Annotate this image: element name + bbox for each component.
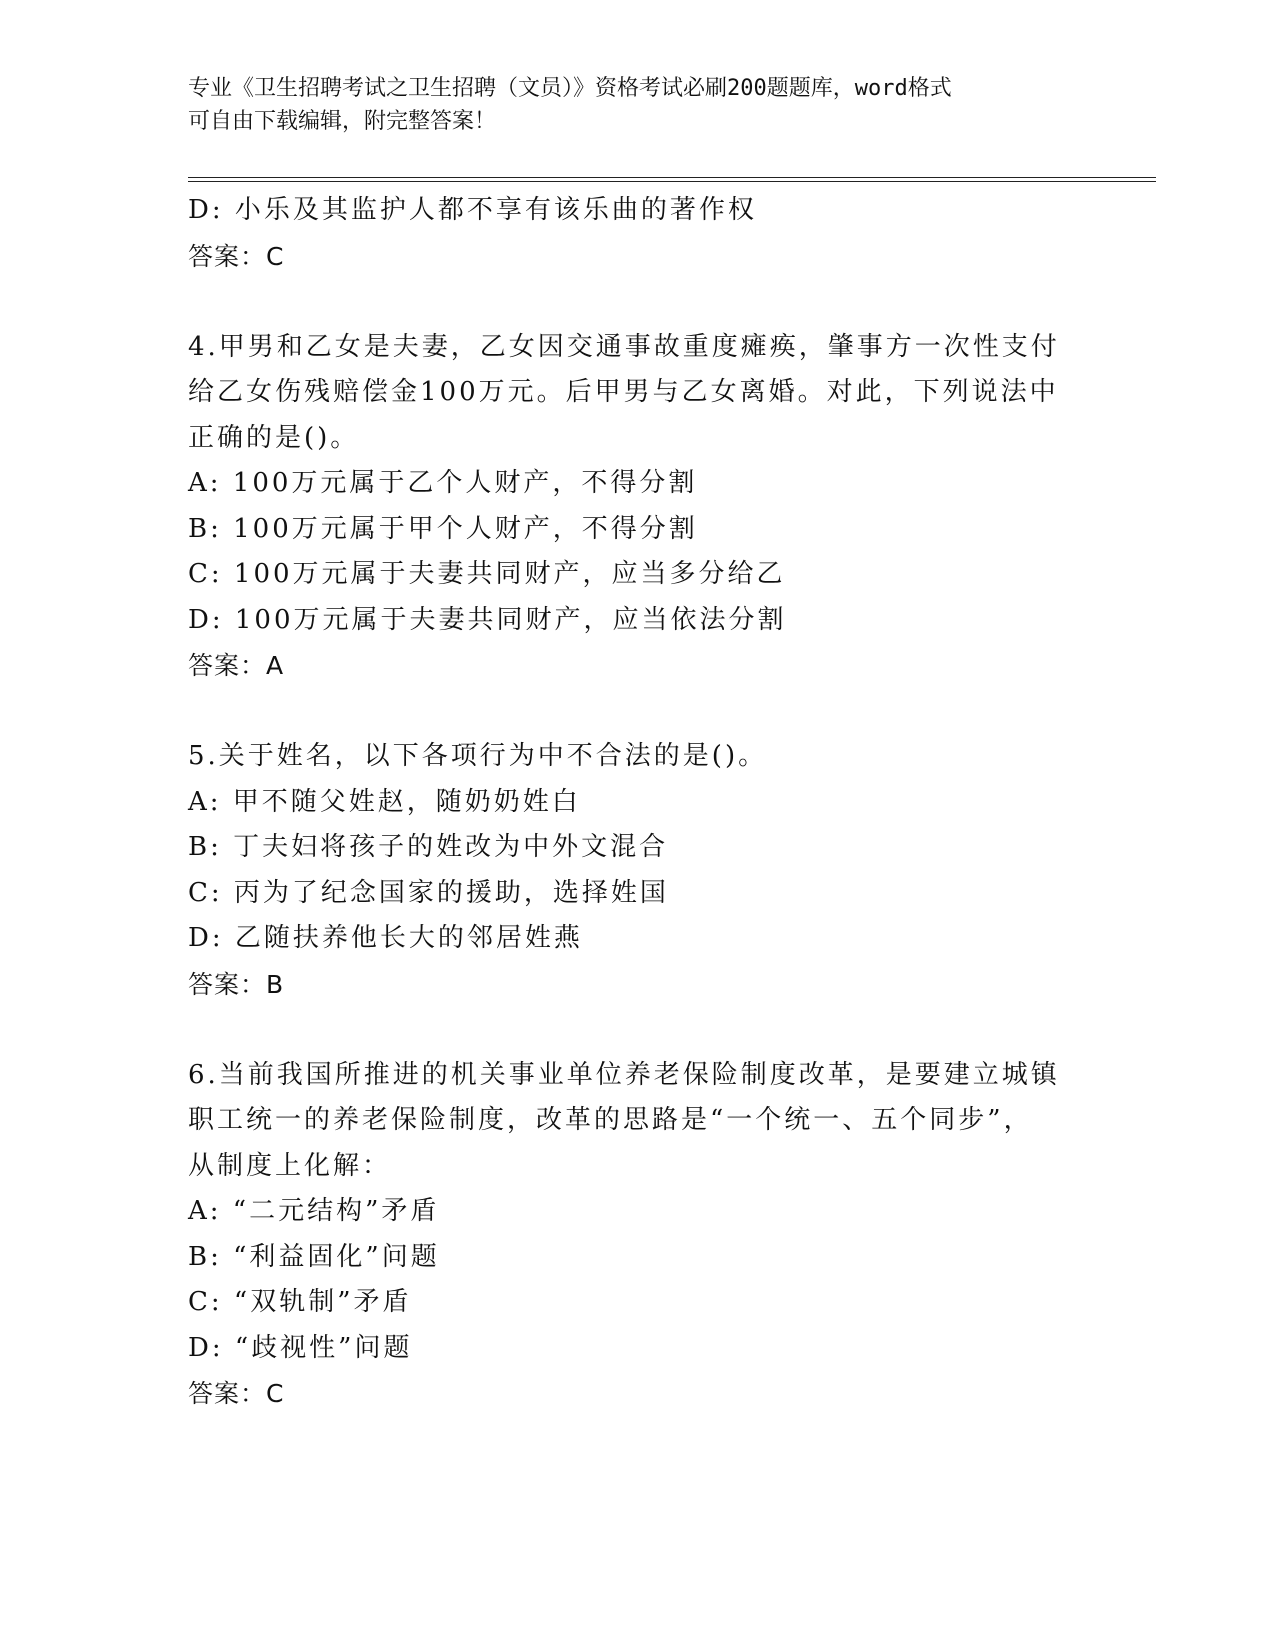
question-stem: 职工统一的养老保险制度，改革的思路是“一个统一、五个同步”， [188,1105,1033,1135]
option-c: C: 100万元属于夫妻共同财产，应当多分给乙 [188,559,786,589]
previous-question-tail [188,188,1068,279]
option-a: A: 100万元属于乙个人财产，不得分割 [188,468,698,498]
option-b: B: 丁夫妇将孩子的姓改为中外文混合 [188,832,669,862]
question-stem: 6.当前我国所推进的机关事业单位养老保险制度改革，是要建立城镇 [188,1059,1060,1090]
option-c: C: “双轨制”矛盾 [188,1287,412,1317]
option-d: D: 100万元属于夫妻共同财产，应当依法分割 [188,604,787,635]
question-stem: 给乙女伤残赔偿金100万元。后甲男与乙女离婚。对此，下列说法中 [188,377,1059,407]
spacer [188,689,1068,735]
option-d: D: “歧视性”问题 [188,1332,413,1363]
question-5 [188,734,1068,1007]
page-header [188,72,1088,138]
answer: 答案：C [188,241,285,271]
option-c: C: 丙为了纪念国家的援助，选择姓国 [188,877,669,908]
spacer [188,1007,1068,1053]
header-line-1: 专业《卫生招聘考试之卫生招聘（文员）》资格考试必刷200题题库，word格式 [188,76,952,101]
question-4 [188,325,1068,689]
question-stem: 4.甲男和乙女是夫妻，乙女因交通事故重度瘫痪，肇事方一次性支付 [188,331,1060,362]
header-line-2: 可自由下载编辑，附完整答案！ [188,109,497,134]
option-a: A: “二元结构”矛盾 [188,1196,440,1226]
answer: 答案：C [188,1379,285,1408]
answer: 答案：A [188,651,285,680]
option-a: A: 甲不随父姓赵，随奶奶姓白 [188,786,581,817]
question-stem: 正确的是()。 [188,422,360,453]
question-stem: 从制度上化解： [188,1150,392,1181]
spacer [188,279,1068,325]
header-divider [188,177,1156,182]
option-b: B: “利益固化”问题 [188,1241,440,1272]
question-stem: 5.关于姓名，以下各项行为中不合法的是()。 [188,741,768,771]
question-content [188,188,1068,1417]
answer: 答案：B [188,969,285,999]
question-6 [188,1053,1068,1417]
option-d: D: 乙随扶养他长大的邻居姓燕 [188,923,583,953]
option-d: D: 小乐及其监护人都不享有该乐曲的著作权 [188,195,757,225]
option-b: B: 100万元属于甲个人财产，不得分割 [188,513,698,544]
